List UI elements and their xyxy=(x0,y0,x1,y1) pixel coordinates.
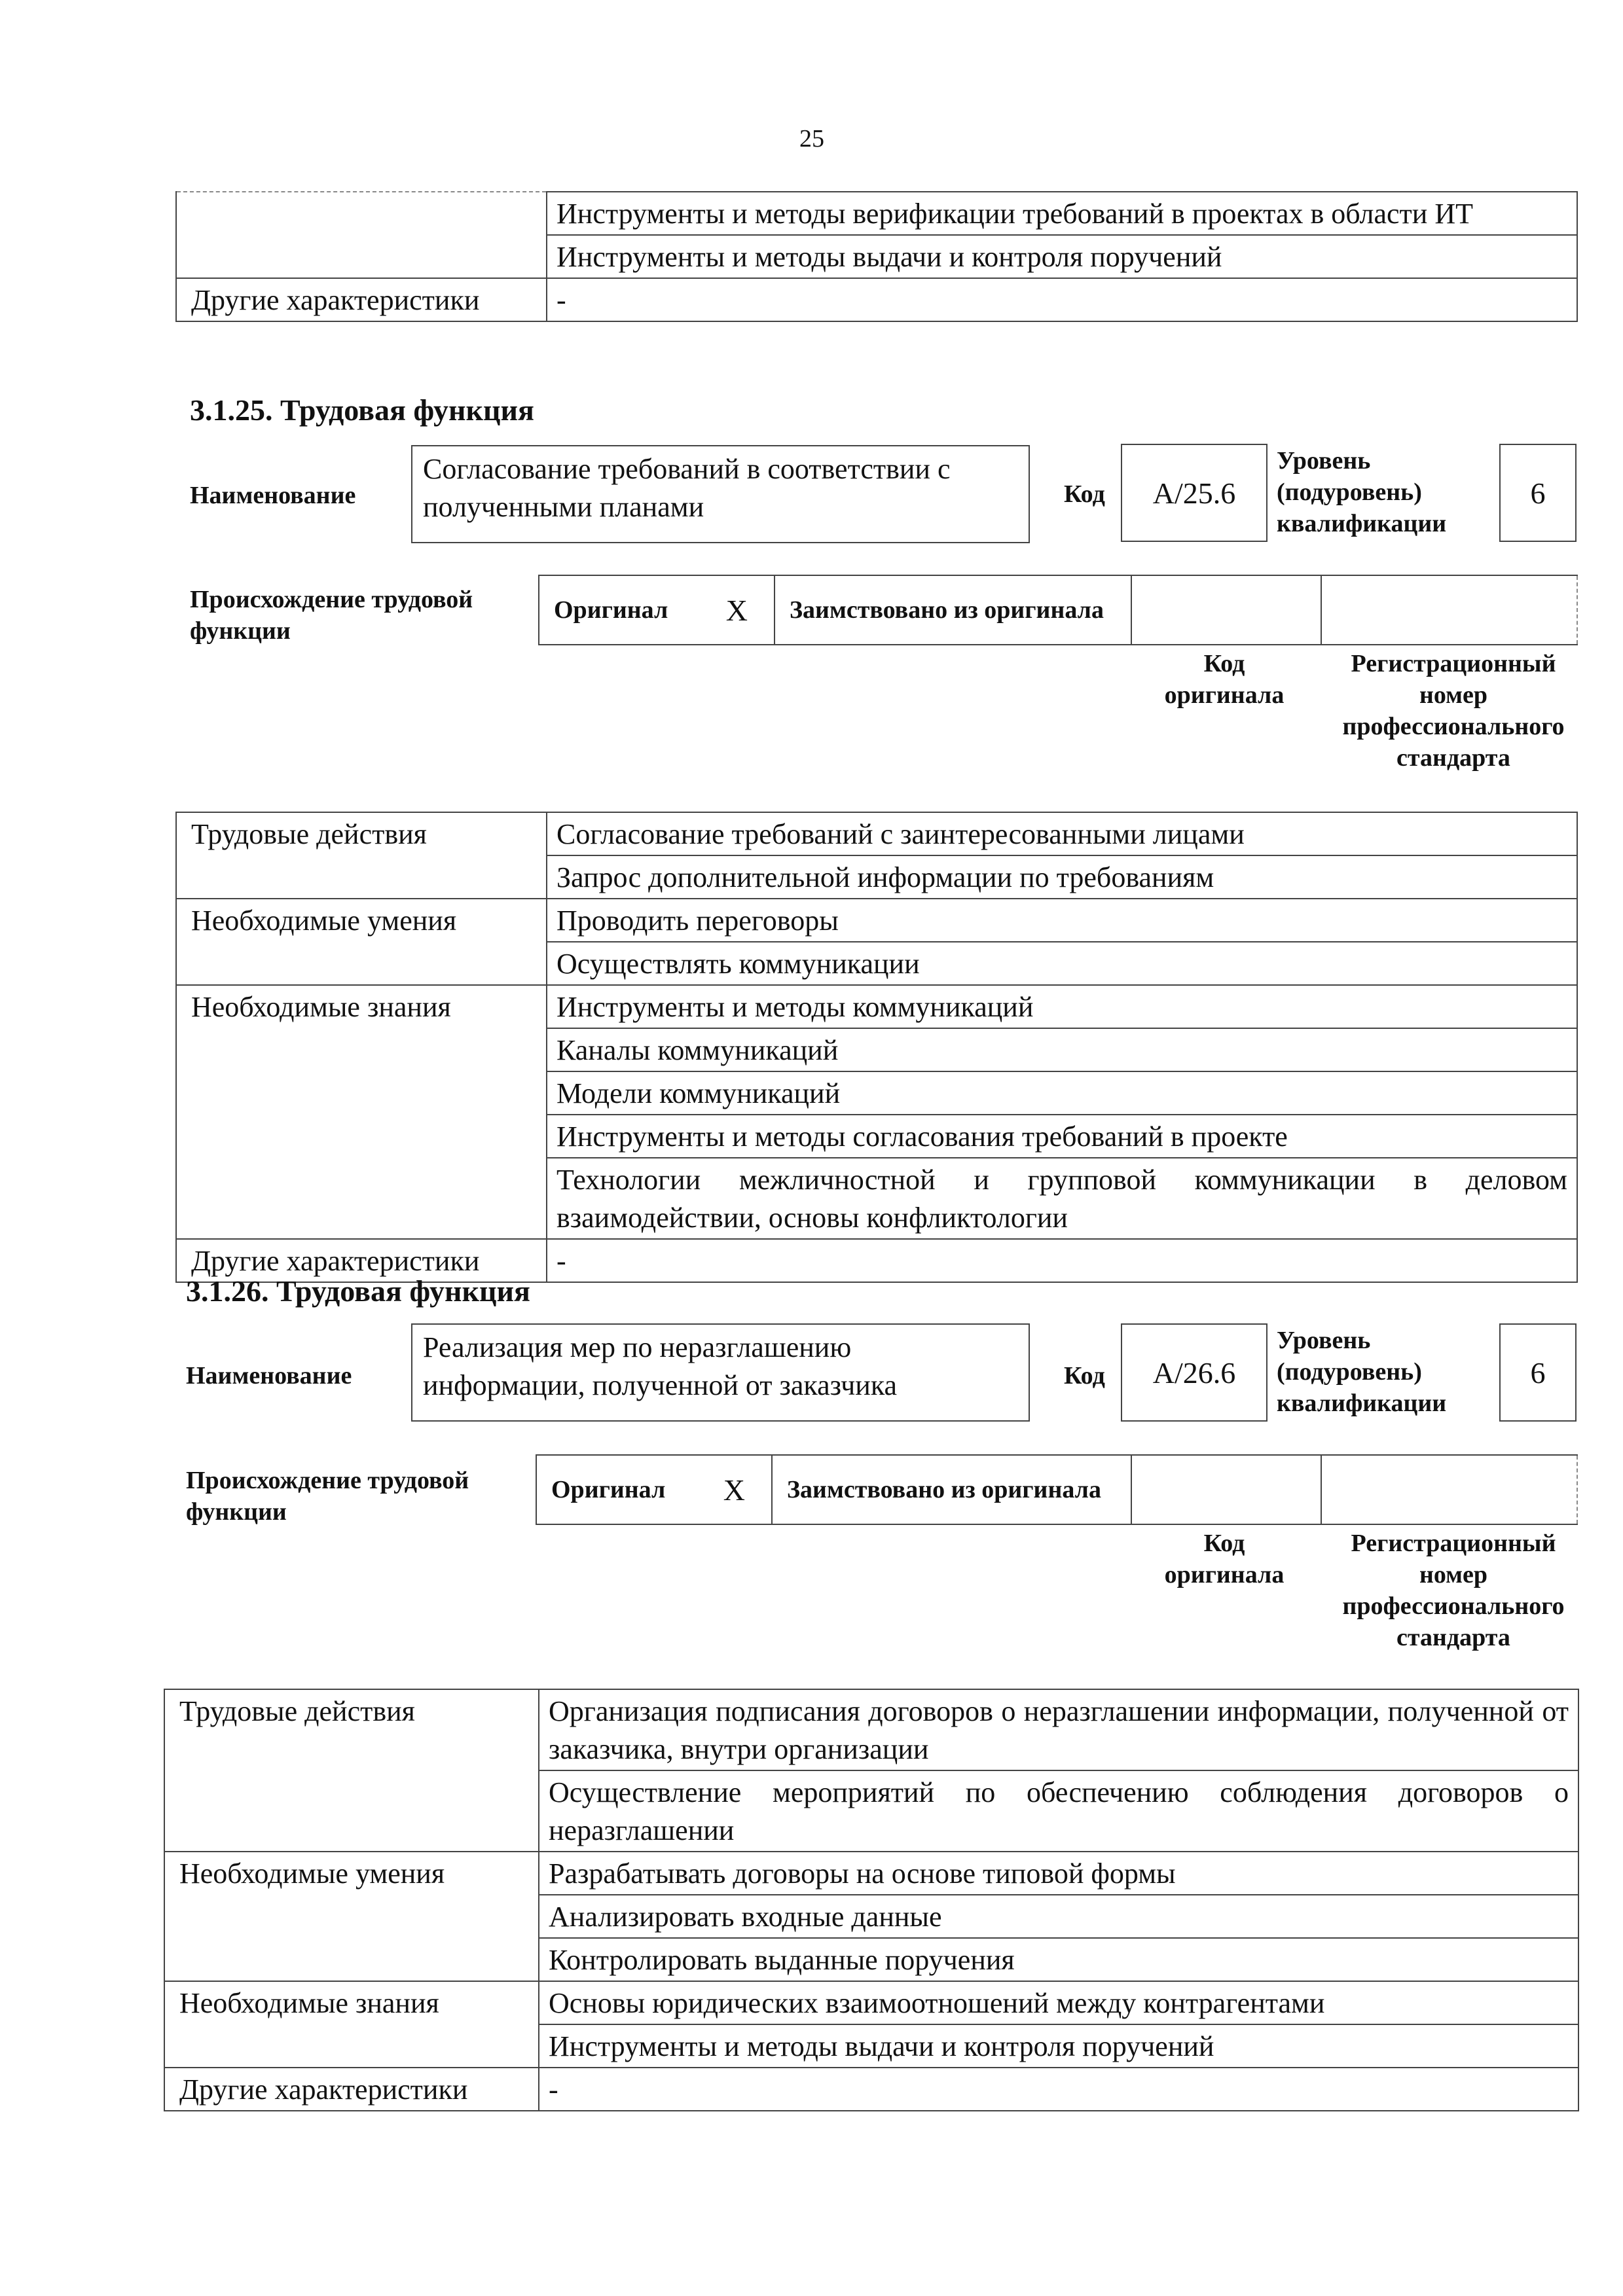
code-label: Код xyxy=(1064,1362,1105,1390)
section-heading: 3.1.26. Трудовая функция xyxy=(186,1274,530,1308)
reg-number-cell xyxy=(1321,576,1578,644)
labor-action-item: Организация подписания договоров о неразглашении информации, полученной от заказчика, внутри организации xyxy=(539,1689,1578,1770)
qualification-level: 6 xyxy=(1499,444,1577,542)
original-mark: X xyxy=(723,1473,745,1507)
original-code-caption: Код оригинала xyxy=(1164,650,1285,709)
skills-label: Необходимые умения xyxy=(164,1852,539,1981)
origin-label: Происхождение трудовой функции xyxy=(186,1467,469,1526)
borrowed-cell xyxy=(774,576,1131,644)
borrowed-label: Заимствовано из оригинала xyxy=(790,596,1104,624)
other-characteristics-value: - xyxy=(539,2068,1578,2111)
skill-item: Проводить переговоры xyxy=(547,899,1577,942)
knowledge-item: Технологии межличностной и групповой коммуникации в деловом взаимодействии, основы конфликтологии xyxy=(547,1158,1577,1239)
skills-label: Необходимые умения xyxy=(176,899,547,985)
labor-function-table xyxy=(175,812,1578,1283)
knowledge-item: Модели коммуникаций xyxy=(547,1071,1577,1115)
original-label: Оригинал xyxy=(554,596,668,624)
level-label: Уровень (подуровень) квалификации xyxy=(1277,1327,1447,1417)
table-row xyxy=(164,1852,1578,1895)
original-cell xyxy=(536,1456,771,1524)
page-number: 25 xyxy=(799,125,824,152)
labor-action-item: Осуществление мероприятий по обеспечению соблюдения договоров о неразглашении xyxy=(539,1770,1578,1852)
borrowed-label: Заимствовано из оригинала xyxy=(787,1476,1101,1503)
original-mark: X xyxy=(725,593,748,627)
table-row xyxy=(176,192,1577,235)
original-code-cell xyxy=(1131,1456,1321,1524)
code-label: Код xyxy=(1064,480,1105,508)
knowledge-item: Инструменты и методы верификации требований в проектах в области ИТ xyxy=(547,192,1577,235)
knowledge-item: Инструменты и методы выдачи и контроля поручений xyxy=(547,235,1577,278)
knowledge-item: Каналы коммуникаций xyxy=(547,1028,1577,1071)
function-name: Реализация мер по неразглашению информации, полученной от заказчика xyxy=(411,1323,1030,1422)
knowledge-item: Инструменты и методы выдачи и контроля поручений xyxy=(539,2024,1578,2068)
function-code: A/26.6 xyxy=(1121,1323,1267,1422)
table-row xyxy=(176,812,1577,855)
labor-action-item: Запрос дополнительной информации по требованиям xyxy=(547,855,1577,899)
skill-item: Контролировать выданные поручения xyxy=(539,1938,1578,1981)
other-characteristics-label: Другие характеристики xyxy=(164,2068,539,2111)
table-row xyxy=(176,985,1577,1028)
knowledge-item: Инструменты и методы коммуникаций xyxy=(547,985,1577,1028)
name-label: Наименование xyxy=(186,1362,352,1390)
skill-item: Осуществлять коммуникации xyxy=(547,942,1577,985)
original-code-caption: Код оригинала xyxy=(1164,1530,1285,1588)
table-row xyxy=(164,1981,1578,2024)
other-characteristics-value: - xyxy=(547,278,1577,321)
reg-number-caption: Регистрационный номер профессионального стандарта xyxy=(1342,1530,1565,1651)
qualification-level: 6 xyxy=(1499,1323,1577,1422)
function-code: A/25.6 xyxy=(1121,444,1267,542)
origin-label: Происхождение трудовой функции xyxy=(190,586,473,645)
labor-actions-label: Трудовые действия xyxy=(176,812,547,899)
other-characteristics-label: Другие характеристики xyxy=(176,1239,547,1282)
table-row xyxy=(164,1689,1578,1770)
borrowed-cell xyxy=(771,1456,1131,1524)
section-heading: 3.1.25. Трудовая функция xyxy=(190,393,534,427)
table-row xyxy=(176,278,1577,321)
origin-row xyxy=(536,1454,1578,1525)
original-cell xyxy=(538,576,774,644)
row-label xyxy=(176,192,547,278)
labor-action-item: Согласование требований с заинтересованными лицами xyxy=(547,812,1577,855)
reg-number-cell xyxy=(1321,1456,1578,1524)
skill-item: Разрабатывать договоры на основе типовой формы xyxy=(539,1852,1578,1895)
knowledge-item: Основы юридических взаимоотношений между контрагентами xyxy=(539,1981,1578,2024)
other-characteristics-label: Другие характеристики xyxy=(176,278,547,321)
table-row xyxy=(164,2068,1578,2111)
table-row xyxy=(176,899,1577,942)
origin-row xyxy=(538,575,1578,645)
other-characteristics-value: - xyxy=(547,1239,1577,1282)
original-code-cell xyxy=(1131,576,1321,644)
labor-actions-label: Трудовые действия xyxy=(164,1689,539,1852)
reg-number-caption: Регистрационный номер профессионального стандарта xyxy=(1342,650,1565,772)
continuation-table xyxy=(175,191,1578,322)
knowledge-item: Инструменты и методы согласования требований в проекте xyxy=(547,1115,1577,1158)
skill-item: Анализировать входные данные xyxy=(539,1895,1578,1938)
name-label: Наименование xyxy=(190,482,356,509)
knowledge-label: Необходимые знания xyxy=(164,1981,539,2068)
original-label: Оригинал xyxy=(551,1476,666,1503)
knowledge-label: Необходимые знания xyxy=(176,985,547,1239)
labor-function-table xyxy=(164,1689,1579,2111)
level-label: Уровень (подуровень) квалификации xyxy=(1277,447,1447,537)
function-name: Согласование требований в соответствии с полученными планами xyxy=(411,445,1030,543)
